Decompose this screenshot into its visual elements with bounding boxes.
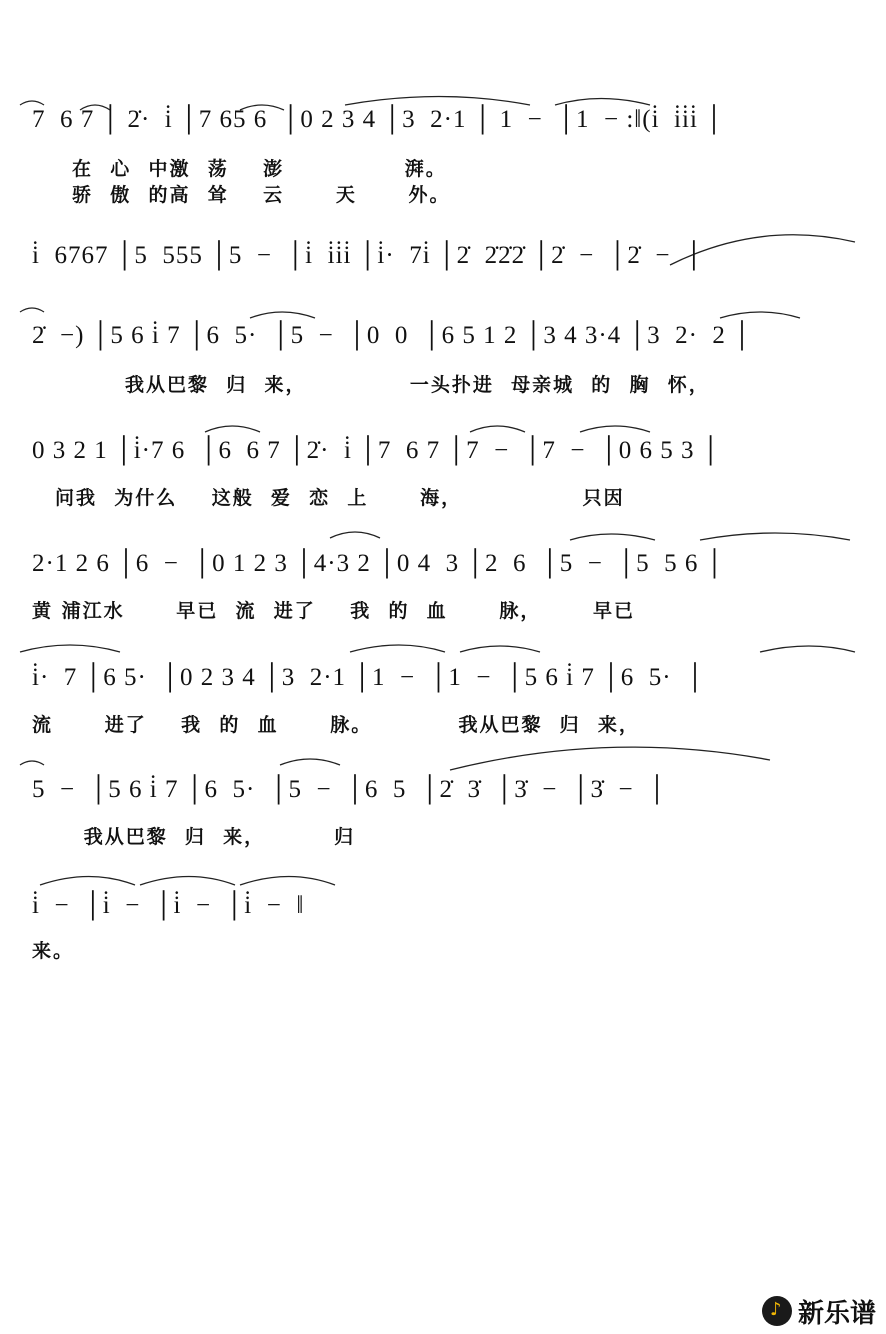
notation-line: i̇ − │i̇ − │i̇ − │i̇ − ‖ bbox=[32, 892, 305, 919]
notation-line: i̇· 7 │6 5· │0 2 3 4 │3 2·1 │1 − │1 − │5 6 i̇ 7 │6 5· │ bbox=[32, 664, 705, 691]
lyric-line: 流 进了 我 的 血 脉。 我从巴黎 归 来， bbox=[32, 714, 640, 736]
notation-line: 7 6 7 │ 2̇· i̇ │7 65 6 │0 2 3 4 │3 2·1 │ 1 − │1 − :‖(i̇ i̇i̇i̇ │ bbox=[32, 106, 724, 133]
lyric-line: 在 心 中激 荡 澎 湃。 bbox=[72, 158, 447, 180]
notation-line: i̇ 6767 │5 555 │5 − │i̇ i̇i̇i̇ │i̇· 7i̇ │2̇ 2̇2̇2̇ │2̇ − │2̇ − │ bbox=[32, 242, 704, 269]
lyric-line: 来。 bbox=[32, 940, 75, 962]
lyric-line: 问我 为什么 这般 爱 恋 上 海， 只因 bbox=[55, 487, 625, 509]
notation-line: 5 − │5 6 i̇ 7 │6 5· │5 − │6 5 │2̇ 3̇ │3̇ − │3̇ − │ bbox=[32, 776, 667, 803]
lyric-line: 黄 浦江水 早已 流 进了 我 的 血 脉， 早已 bbox=[32, 600, 636, 622]
lyric-line: 骄 傲 的高 耸 云 天 外。 bbox=[72, 184, 451, 206]
site-logo bbox=[762, 1294, 876, 1328]
music-disc-icon bbox=[762, 1296, 792, 1326]
brand-name: 新乐谱 bbox=[797, 1298, 876, 1329]
notation-line: 2·1 2 6 │6 − │0 1 2 3 │4·3 2 │0 4 3 │2 6 │5 − │5 5 6 │ bbox=[32, 550, 725, 577]
lyric-line: 我从巴黎 归 来， 一头扑进 母亲城 的 胸 怀， bbox=[125, 374, 710, 396]
lyric-line: 我从巴黎 归 来， 归 bbox=[32, 826, 356, 848]
notation-line: 0 3 2 1 │i̇·7 6 │6 6 7 │2̇· i̇ │7 6 7 │7 − │7 − │0 6 5 3 │ bbox=[32, 437, 721, 464]
notation-line: 2̇ −) │5 6 i̇ 7 │6 5· │5 − │0 0 │6 5 1 2 │3 4 3·4 │3 2· 2 │ bbox=[32, 322, 752, 349]
